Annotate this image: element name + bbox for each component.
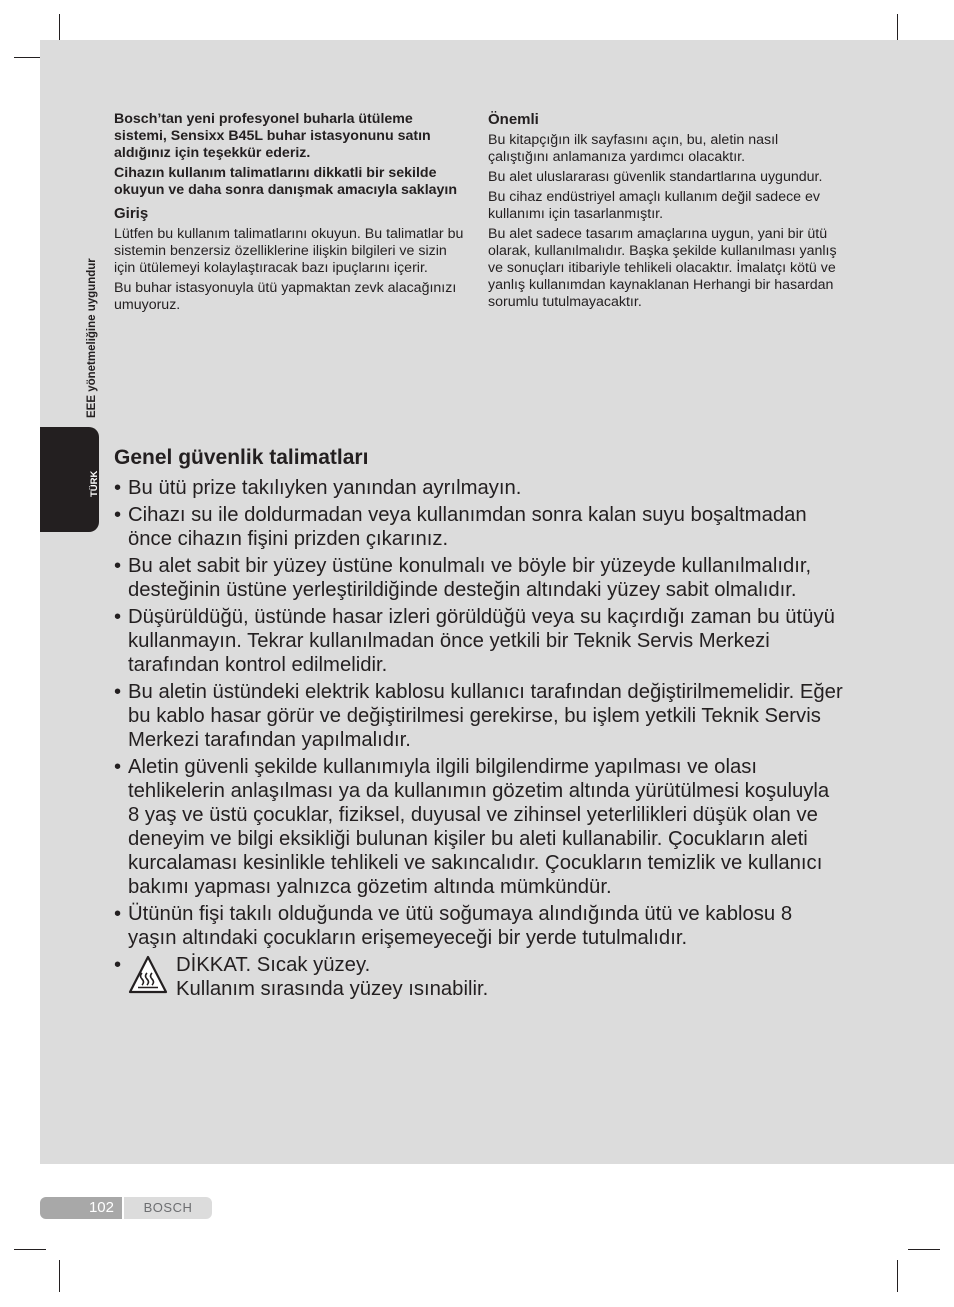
safety-section — [114, 446, 844, 1004]
list-item — [114, 605, 844, 677]
list-item — [114, 554, 844, 602]
list-item-text: Bu aletin üstündeki elektrik kablosu kullanıcı tarafından değiştirilmemelidir. Eğer bu kablo hasar görür ve değiştirilmesi gerekirse, bu işlem yetkili Teknik Servis Merkezi tarafından yapılmalıdır. — [128, 681, 843, 751]
brand-label: BOSCH — [124, 1197, 212, 1219]
list-item-text: Aletin güvenli şekilde kullanımıyla ilgili bilgilendirme yapılması ve olası tehlikelerin anlaşılması ya da kullanımın gözetim altında yürütülmesi koşuluyla 8 yaş ve üstü çocuklar, fiziksel, duyusal ve zihinsel yeterlilikleri düşük olan ve deneyim ve bilgi eksikliği bulunan kişiler bu aleti kullanabilir. Çocukların aleti kurcalaması kesinlikle tehlikeli ve sakıncalıdır. Çocukların temizlik ve kullanıcı bakımı yapması yalnızca gözetim altında mümkündür. — [128, 756, 830, 898]
warning-text — [176, 953, 488, 1001]
giris-paragraph: Bu buhar istasyonuyla ütü yapmaktan zevk alacağınızı umuyoruz. — [114, 280, 457, 313]
list-item-text: Düşürüldüğü, üstünde hasar izleri görüldüğü veya su kaçırdığı zaman bu ütüyü kullanmayın. Tekrar kullanılmadan önce yetkili bir Teknik Servis Merkezi tarafından kontrol edilmelidir. — [128, 606, 835, 676]
list-item-text: Cihazı su ile doldurmadan veya kullanımdan sonra kalan suyu boşaltmadan önce cihazın fişini prizden çıkarınız. — [128, 504, 807, 550]
safety-list — [114, 476, 844, 1001]
intro-right-column — [488, 111, 840, 314]
list-item-text: Bu ütü prize takılıyken yanından ayrılmayın. — [128, 477, 522, 499]
warning-line: DİKKAT. Sıcak yüzey. — [176, 954, 371, 976]
bullet: • — [114, 477, 122, 499]
warning-line: Kullanım sırasında yüzey ısınabilir. — [176, 978, 489, 1000]
list-item — [114, 755, 844, 899]
hot-surface-warning — [128, 953, 844, 1001]
crop-mark — [59, 1260, 60, 1292]
list-item-text: Bu alet sabit bir yüzey üstüne konulmalı ve böyle bir yüzeyde kullanılmalıdır, desteğinin üstüne yerleştirildiğinde desteğin altındaki yüzey sabit olmalıdır. — [128, 555, 812, 601]
safety-title: Genel güvenlik talimatları — [114, 446, 369, 469]
page-number: 102 — [40, 1197, 122, 1219]
bullet: • — [114, 555, 122, 577]
onemli-paragraph: Bu alet sadece tasarım amaçlarına uygun, yani bir ütü olarak, kullanılmalıdır. Başka şekilde kullanılması yanlış ve sonuçları itibariyle tehlikeli olacaktır. İmalatçı kötü ve yanlış kullanımdan kaynaklanan Herhangi bir hasardan sorumlu tutulmayacaktır. — [488, 226, 837, 310]
giris-heading: Giriş — [114, 205, 149, 222]
crop-mark — [908, 1249, 940, 1250]
intro-left-column — [114, 111, 464, 317]
read-instructions-text: Cihazın kullanım talimatlarını dikkatli bir sekilde okuyun ve daha sonra danışmak amacıyla saklayın — [114, 165, 458, 198]
list-item — [114, 476, 844, 500]
language-tab-label: TÜRK — [89, 470, 100, 497]
bullet: • — [114, 756, 122, 778]
hot-surface-warning-icon — [128, 955, 168, 995]
list-item — [114, 680, 844, 752]
onemli-paragraph: Bu kitapçığın ilk sayfasını açın, bu, aletin nasıl çalıştığını anlamanıza yardımcı olacaktır. — [488, 132, 779, 165]
eee-compliance-label: EEE yönetmeliğine uygundur — [86, 258, 98, 418]
list-item — [114, 902, 844, 950]
crop-mark — [14, 1249, 46, 1250]
onemli-heading: Önemli — [488, 111, 539, 128]
bullet: • — [114, 504, 122, 526]
bullet: • — [114, 606, 122, 628]
onemli-paragraph: Bu cihaz endüstriyel amaçlı kullanım değil sadece ev kullanımı için tasarlanmıştır. — [488, 189, 820, 222]
bullet: • — [114, 903, 122, 925]
crop-mark — [897, 1260, 898, 1292]
thanks-text: Bosch’tan yeni profesyonel buharla ütüleme sistemi, Sensixx B45L buhar istasyonunu satın aldığınız için teşekkür ederiz. — [114, 111, 431, 161]
bullet: • — [114, 681, 122, 703]
giris-paragraph: Lütfen bu kullanım talimatlarını okuyun. Bu talimatlar bu sistemin benzersiz özelliklerine ilişkin bilgileri ve sizin için ütülemeyi kolaylaştıracak bazı ipuçlarını içerir. — [114, 226, 464, 276]
bullet: • — [114, 954, 122, 976]
list-item — [114, 503, 844, 551]
onemli-paragraph: Bu alet uluslararası güvenlik standartlarına uygundur. — [488, 169, 823, 185]
list-item-text: Ütünün fişi takılı olduğunda ve ütü soğumaya alındığında ütü ve kablosu 8 yaşın altındaki çocukların erişemeyeceği bir yerde tutulmalıdır. — [128, 903, 793, 949]
list-item-warning — [114, 953, 844, 1001]
